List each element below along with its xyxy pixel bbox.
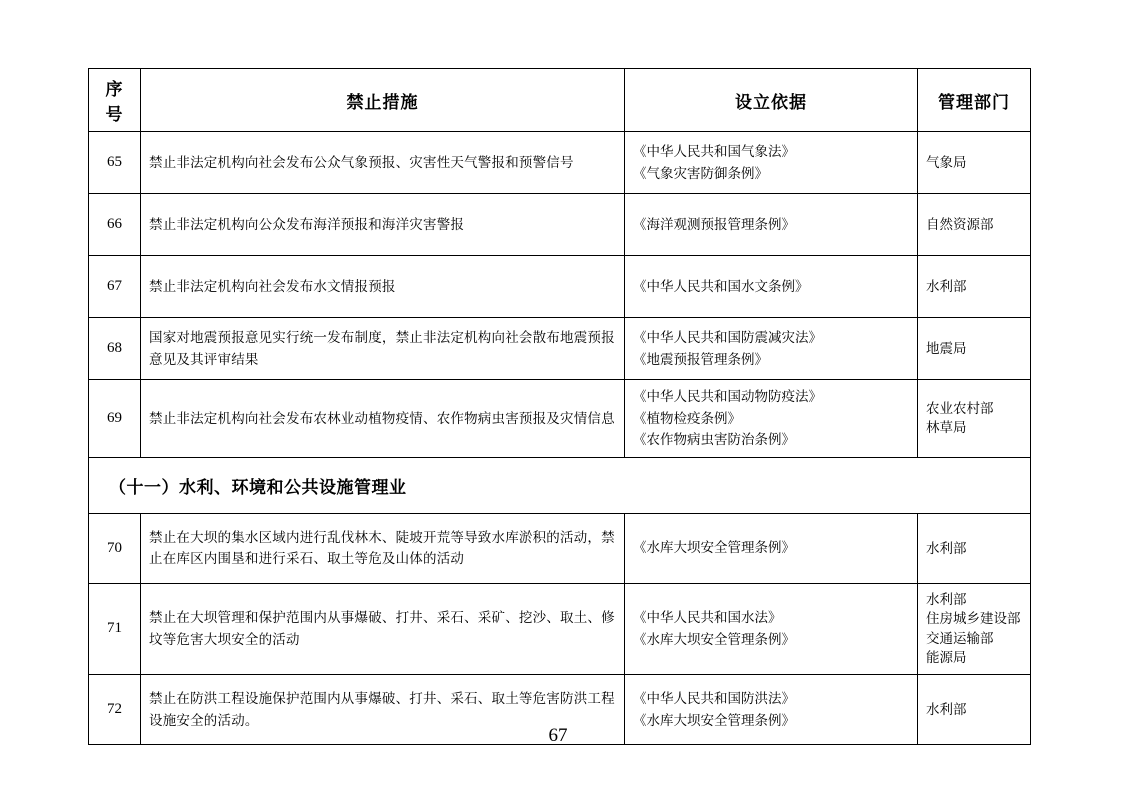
row-department: [918, 380, 1031, 458]
section-heading-row: [89, 457, 1031, 513]
row-measure: 禁止在大坝的集水区域内进行乱伐林木、陡坡开荒等导致水库淤积的活动，禁止在库区内围垦和进行采石、取土等危及山体的活动: [141, 513, 625, 583]
table-row: [89, 318, 1031, 380]
row-measure: 禁止非法定机构向社会发布农林业动植物疫情、农作物病虫害预报及灾情信息: [141, 380, 625, 458]
page-number: [0, 725, 1122, 747]
table-row: [89, 513, 1031, 583]
basis-line: 《地震预报管理条例》: [633, 351, 768, 367]
row-basis: [625, 513, 918, 583]
department-line: 能源局: [926, 650, 967, 666]
column-header-basis: 设立依据: [625, 69, 918, 132]
basis-line: 《水库大坝安全管理条例》: [633, 631, 795, 647]
department-line: 气象局: [926, 154, 967, 170]
row-department: [918, 194, 1031, 256]
basis-line: 《中华人民共和国防震减灾法》: [633, 329, 822, 345]
basis-line: 《中华人民共和国防洪法》: [633, 690, 795, 706]
row-number: 67: [89, 256, 141, 318]
row-number: 66: [89, 194, 141, 256]
department-line: 地震局: [926, 340, 967, 356]
row-measure: 禁止非法定机构向社会发布公众气象预报、灾害性天气警报和预警信号: [141, 132, 625, 194]
basis-line: 《植物检疫条例》: [633, 410, 741, 426]
table-row: [89, 132, 1031, 194]
row-basis: [625, 256, 918, 318]
department-line: 水利部: [926, 278, 967, 294]
basis-line: 《中华人民共和国水文条例》: [633, 278, 809, 294]
table-row: [89, 380, 1031, 458]
table-body: [89, 132, 1031, 745]
basis-line: 《水库大坝安全管理条例》: [633, 540, 795, 556]
prohibited-measures-table-wrap: [88, 68, 1030, 745]
department-line: 自然资源部: [926, 216, 994, 232]
department-line: 交通运输部: [926, 630, 994, 646]
row-basis: [625, 583, 918, 674]
page-number-value: 67: [548, 725, 568, 746]
column-header-no: 序号: [89, 69, 141, 132]
row-measure: 禁止在大坝管理和保护范围内从事爆破、打井、采石、采矿、挖沙、取土、修坟等危害大坝安全的活动: [141, 583, 625, 674]
table-row: [89, 194, 1031, 256]
table-header: [89, 69, 1031, 132]
row-basis: [625, 380, 918, 458]
row-department: [918, 583, 1031, 674]
row-measure: 禁止非法定机构向公众发布海洋预报和海洋灾害警报: [141, 194, 625, 256]
column-header-department: 管理部门: [918, 69, 1031, 132]
row-number: 70: [89, 513, 141, 583]
department-line: 水利部: [926, 540, 967, 556]
row-department: [918, 318, 1031, 380]
row-basis: [625, 318, 918, 380]
basis-line: 《中华人民共和国水法》: [633, 610, 782, 626]
row-number: 72: [89, 675, 141, 745]
row-measure: 禁止非法定机构向社会发布水文情报预报: [141, 256, 625, 318]
prohibited-measures-table: [88, 68, 1031, 745]
row-number: 68: [89, 318, 141, 380]
row-number: 71: [89, 583, 141, 674]
department-line: 林草局: [926, 420, 967, 436]
basis-line: 《农作物病虫害防治条例》: [633, 432, 795, 448]
table-row: [89, 583, 1031, 674]
row-department: [918, 132, 1031, 194]
basis-line: 《海洋观测预报管理条例》: [633, 216, 795, 232]
department-line: 住房城乡建设部: [926, 611, 1021, 627]
row-department: [918, 256, 1031, 318]
department-line: 水利部: [926, 591, 967, 607]
row-number: 69: [89, 380, 141, 458]
section-title: （十一）水利、环境和公共设施管理业: [89, 457, 1031, 513]
basis-line: 《中华人民共和国气象法》: [633, 143, 795, 159]
table-header-row: [89, 69, 1031, 132]
row-department: [918, 513, 1031, 583]
row-basis: [625, 132, 918, 194]
basis-line: 《水库大坝安全管理条例》: [633, 712, 795, 728]
table-row: [89, 256, 1031, 318]
department-line: 农业农村部: [926, 400, 994, 416]
department-line: 水利部: [926, 701, 967, 717]
basis-line: 《气象灾害防御条例》: [633, 165, 768, 181]
row-measure: 禁止在防洪工程设施保护范围内从事爆破、打井、采石、取土等危害防洪工程设施安全的活动。: [141, 675, 625, 745]
row-basis: [625, 194, 918, 256]
basis-line: 《中华人民共和国动物防疫法》: [633, 389, 822, 404]
row-number: 65: [89, 132, 141, 194]
row-measure: 国家对地震预报意见实行统一发布制度，禁止非法定机构向社会散布地震预报意见及其评审结果: [141, 318, 625, 380]
column-header-measure: 禁止措施: [141, 69, 625, 132]
